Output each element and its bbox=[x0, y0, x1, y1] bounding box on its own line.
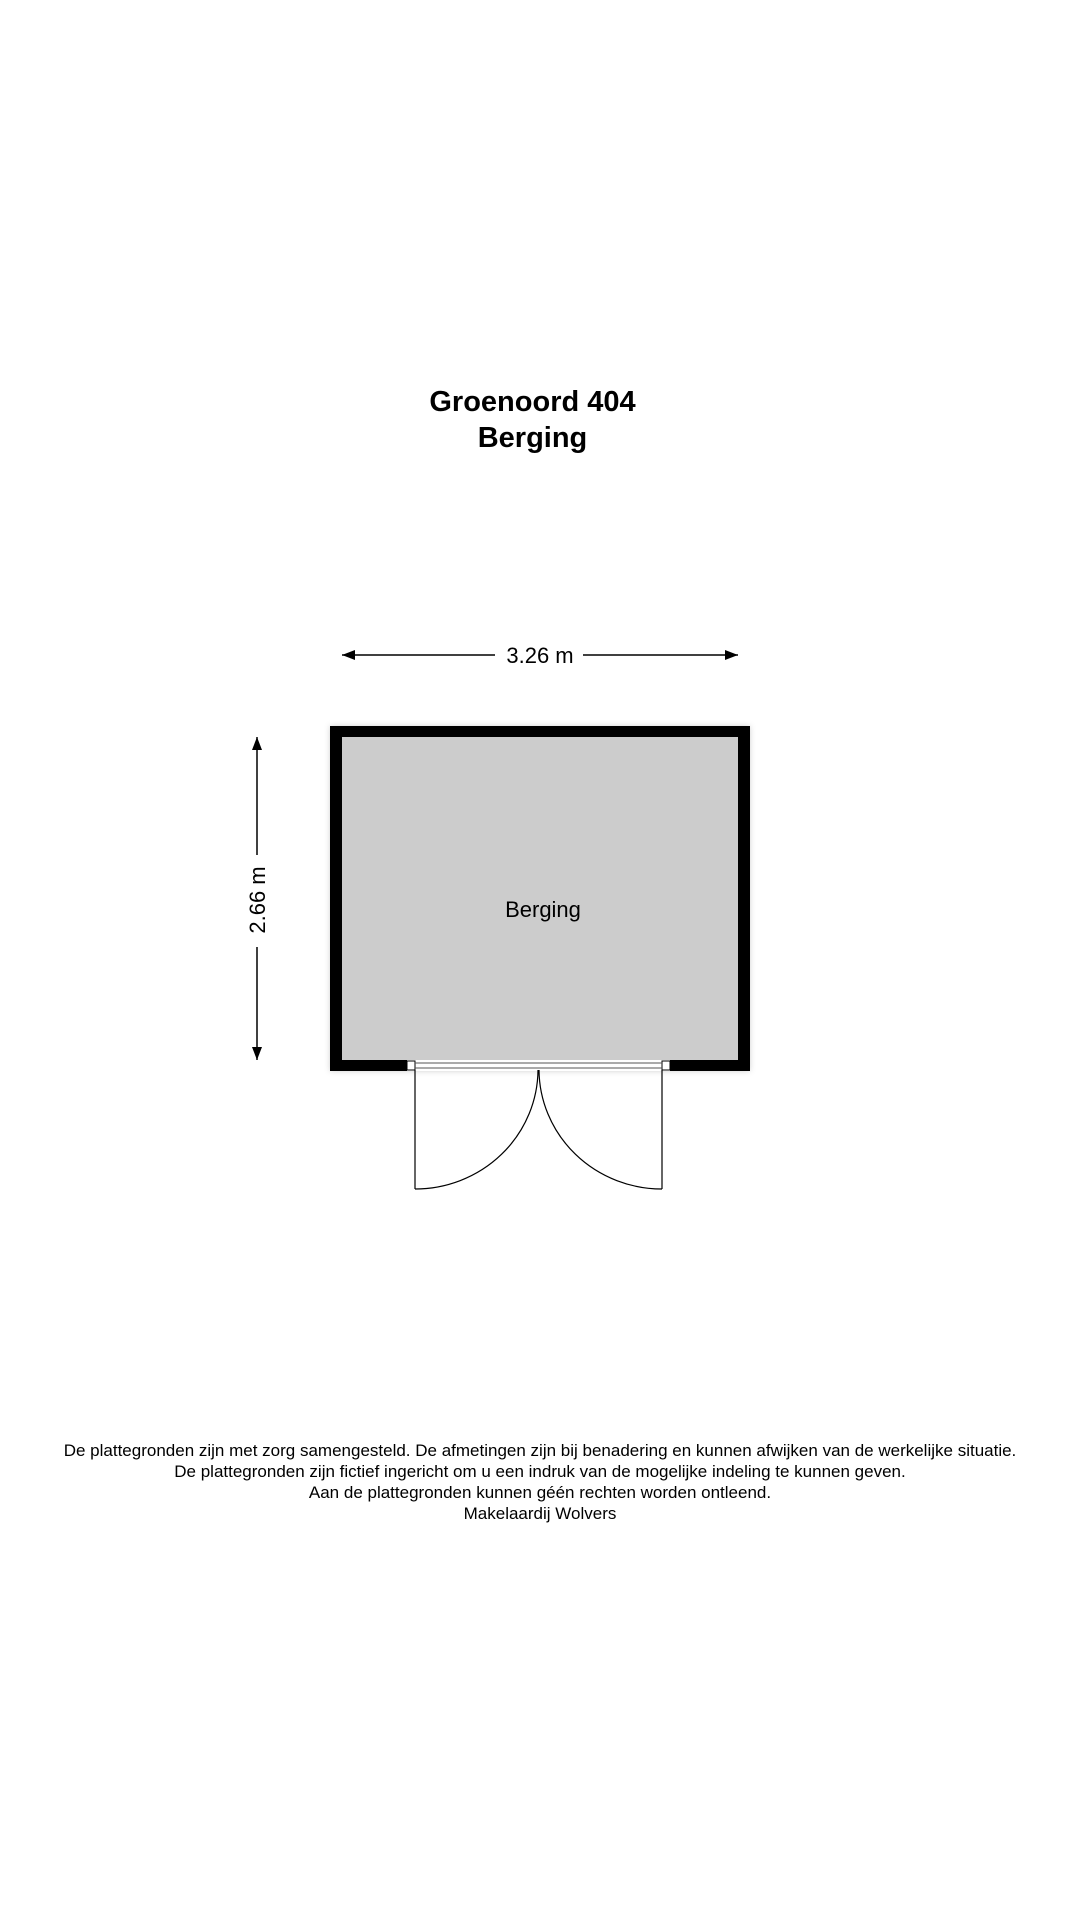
disclaimer-line-3: Aan de plattegronden kunnen géén rechten worden ontleend. bbox=[308, 1483, 772, 1502]
arrow-left-icon bbox=[342, 650, 355, 660]
arrow-up-icon bbox=[252, 737, 262, 750]
depth-dimension bbox=[245, 737, 270, 1060]
arrow-right-icon bbox=[725, 650, 738, 660]
disclaimer-line-1: De plattegronden zijn met zorg samengesteld. De afmetingen zijn bij benadering en kunnen afwijken van de werkelijke situatie. bbox=[63, 1441, 1017, 1460]
floor-title: Berging bbox=[477, 422, 588, 454]
door-swing-arc-right bbox=[539, 1070, 662, 1189]
door-jamb-left bbox=[407, 1061, 415, 1070]
double-door bbox=[407, 1060, 670, 1189]
door-jamb-right bbox=[662, 1061, 670, 1070]
width-dimension bbox=[342, 643, 738, 668]
arrow-down-icon bbox=[252, 1047, 262, 1060]
disclaimer bbox=[0, 1440, 1080, 1524]
door-opening bbox=[407, 1060, 670, 1071]
disclaimer-line-2: De plattegronden zijn fictief ingericht om u een indruk van de mogelijke indeling te kunnen geven. bbox=[174, 1462, 906, 1481]
depth-label: 2.66 m bbox=[245, 866, 270, 934]
address-title: Groenoord 404 bbox=[429, 386, 636, 418]
width-label: 3.26 m bbox=[506, 643, 574, 668]
room-berging bbox=[330, 726, 750, 1071]
room-label: Berging bbox=[505, 897, 581, 922]
door-swing-arc-left bbox=[415, 1070, 538, 1189]
disclaimer-agency: Makelaardij Wolvers bbox=[463, 1504, 617, 1523]
